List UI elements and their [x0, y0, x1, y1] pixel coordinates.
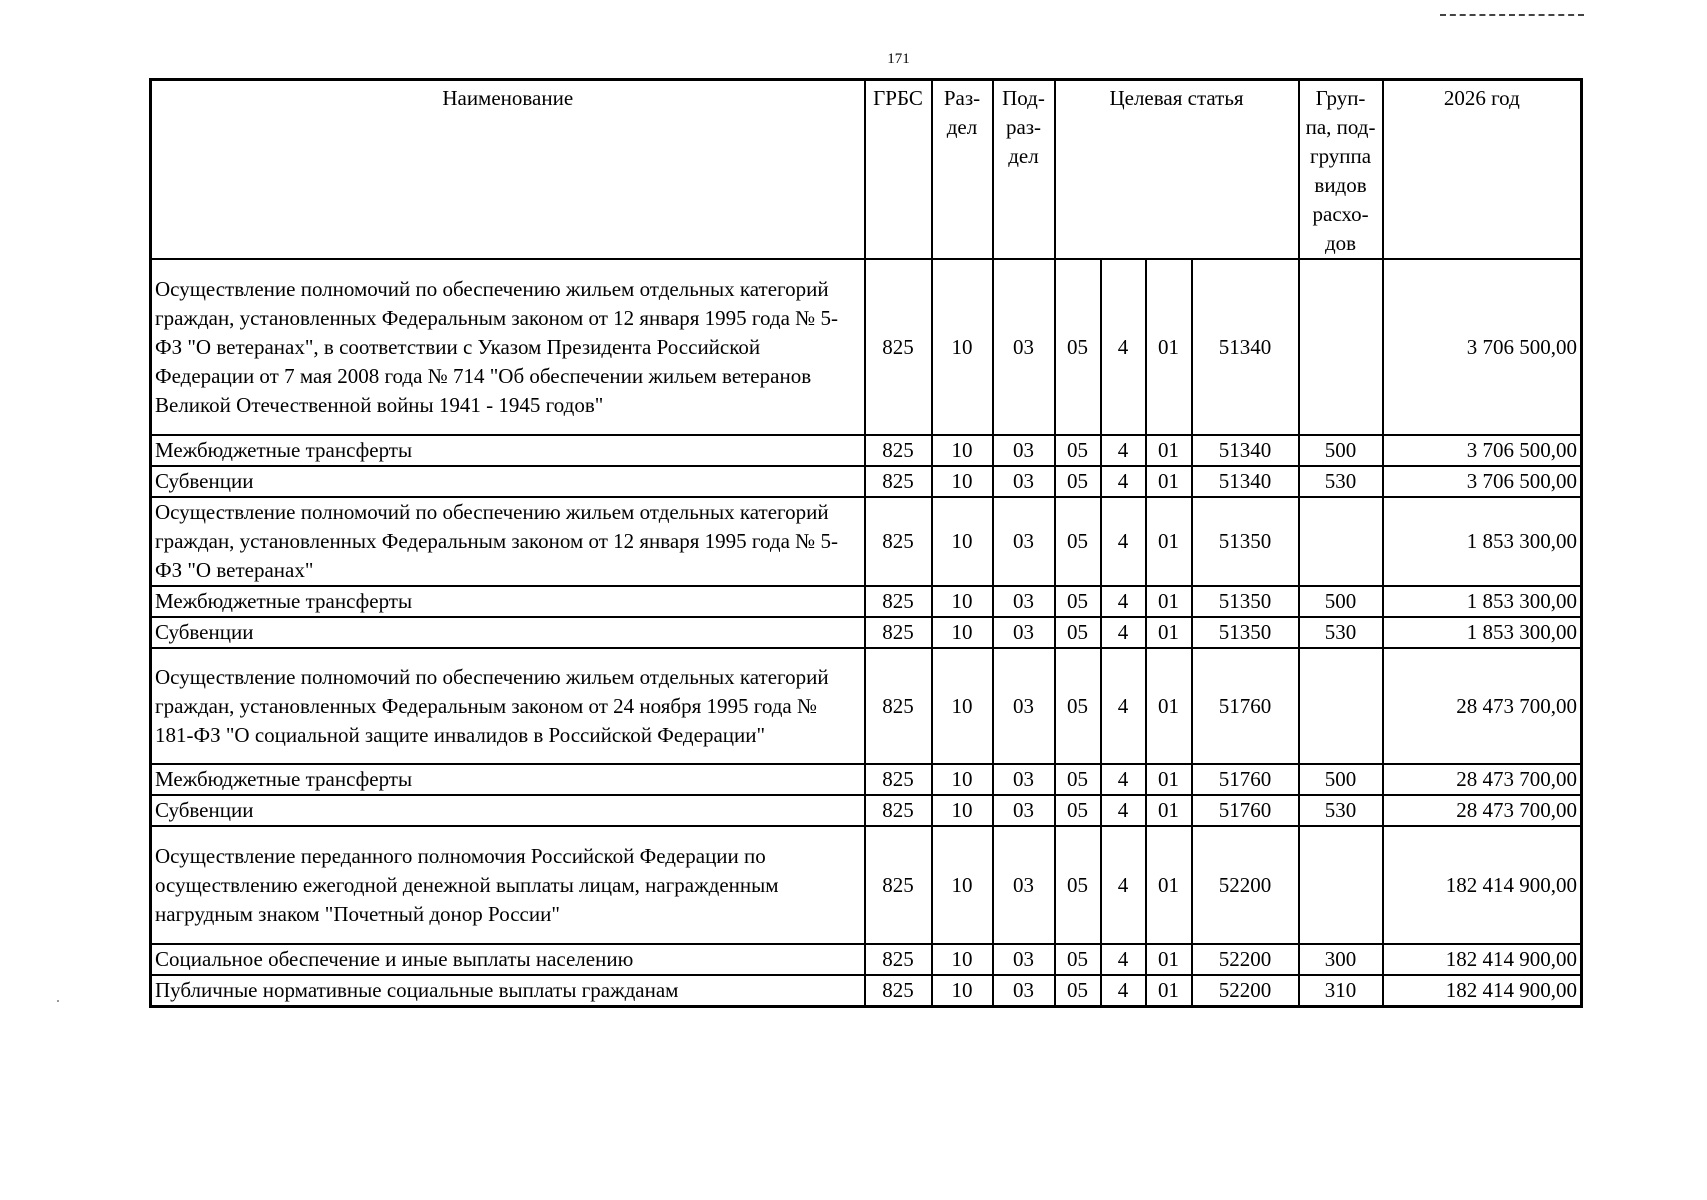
table-body — [151, 259, 1582, 1007]
row-grbs: 825 — [865, 795, 932, 826]
row-amount-2026: 1 853 300,00 — [1383, 617, 1582, 648]
row-name: Межбюджетные трансферты — [151, 586, 865, 617]
row-target-program: 05 — [1055, 944, 1101, 975]
header-grbs: ГРБС — [865, 80, 932, 260]
row-podrazdel: 03 — [993, 826, 1055, 944]
row-target-subprogram: 01 — [1146, 648, 1192, 764]
row-name: Публичные нормативные социальные выплаты гражданам — [151, 975, 865, 1007]
row-target-code: 51340 — [1192, 435, 1299, 466]
row-target-type: 4 — [1101, 648, 1146, 764]
row-target-subprogram: 01 — [1146, 586, 1192, 617]
row-target-program: 05 — [1055, 648, 1101, 764]
page-number: 171 — [887, 51, 910, 67]
row-razdel: 10 — [932, 259, 993, 435]
row-target-program: 05 — [1055, 795, 1101, 826]
row-target-program: 05 — [1055, 975, 1101, 1007]
row-target-program: 05 — [1055, 259, 1101, 435]
row-razdel: 10 — [932, 764, 993, 795]
row-expense-group: 530 — [1299, 466, 1383, 497]
row-target-type: 4 — [1101, 435, 1146, 466]
table-row — [151, 975, 1582, 1007]
row-target-type: 4 — [1101, 259, 1146, 435]
row-target-code: 51760 — [1192, 648, 1299, 764]
row-target-program: 05 — [1055, 466, 1101, 497]
row-razdel: 10 — [932, 975, 993, 1007]
row-expense-group: 530 — [1299, 617, 1383, 648]
row-razdel: 10 — [932, 795, 993, 826]
row-expense-group — [1299, 497, 1383, 586]
row-podrazdel: 03 — [993, 497, 1055, 586]
row-podrazdel: 03 — [993, 795, 1055, 826]
row-grbs: 825 — [865, 586, 932, 617]
row-name: Субвенции — [151, 466, 865, 497]
row-expense-group — [1299, 826, 1383, 944]
table-row — [151, 435, 1582, 466]
row-razdel: 10 — [932, 648, 993, 764]
row-expense-group: 500 — [1299, 586, 1383, 617]
row-amount-2026: 182 414 900,00 — [1383, 975, 1582, 1007]
row-razdel: 10 — [932, 466, 993, 497]
row-target-type: 4 — [1101, 944, 1146, 975]
row-target-subprogram: 01 — [1146, 826, 1192, 944]
row-target-subprogram: 01 — [1146, 497, 1192, 586]
row-target-type: 4 — [1101, 795, 1146, 826]
row-name: Осуществление полномочий по обеспечению жильем отдельных категорий граждан, установленных Федеральным законом от 12 января 1995 года № 5-ФЗ "О ветеранах", в соответствии с Указом Президента Российской Федерации от 7 мая 2008 года № 714 "Об обеспечении жильем ветеранов Великой Отечественной войны 1941 - 1945 годов" — [151, 259, 865, 435]
row-expense-group: 500 — [1299, 764, 1383, 795]
row-grbs: 825 — [865, 975, 932, 1007]
row-target-code: 51760 — [1192, 764, 1299, 795]
row-grbs: 825 — [865, 435, 932, 466]
row-expense-group — [1299, 648, 1383, 764]
row-name: Социальное обеспечение и иные выплаты населению — [151, 944, 865, 975]
row-target-code: 51350 — [1192, 586, 1299, 617]
row-target-code: 51760 — [1192, 795, 1299, 826]
row-target-code: 51350 — [1192, 497, 1299, 586]
row-name: Осуществление полномочий по обеспечению жильем отдельных категорий граждан, установленных Федеральным законом от 24 ноября 1995 года № 181-ФЗ "О социальной защите инвалидов в Российской Федерации" — [151, 648, 865, 764]
row-target-code: 52200 — [1192, 826, 1299, 944]
row-amount-2026: 3 706 500,00 — [1383, 435, 1582, 466]
row-target-type: 4 — [1101, 586, 1146, 617]
header-year-2026: 2026 год — [1383, 80, 1582, 260]
row-target-type: 4 — [1101, 466, 1146, 497]
row-expense-group: 500 — [1299, 435, 1383, 466]
row-target-code: 51340 — [1192, 259, 1299, 435]
row-target-subprogram: 01 — [1146, 975, 1192, 1007]
row-target-type: 4 — [1101, 975, 1146, 1007]
row-podrazdel: 03 — [993, 259, 1055, 435]
table-row — [151, 497, 1582, 586]
row-target-code: 51350 — [1192, 617, 1299, 648]
row-target-subprogram: 01 — [1146, 944, 1192, 975]
row-expense-group: 300 — [1299, 944, 1383, 975]
row-amount-2026: 182 414 900,00 — [1383, 826, 1582, 944]
row-expense-group: 530 — [1299, 795, 1383, 826]
row-razdel: 10 — [932, 435, 993, 466]
row-name: Осуществление переданного полномочия Российской Федерации по осуществлению ежегодной денежной выплаты лицам, награжденным нагрудным знаком "Почетный донор России" — [151, 826, 865, 944]
row-target-subprogram: 01 — [1146, 764, 1192, 795]
header-podrazdel: Под- раз- дел — [993, 80, 1055, 260]
table-row — [151, 259, 1582, 435]
row-target-type: 4 — [1101, 826, 1146, 944]
row-target-subprogram: 01 — [1146, 466, 1192, 497]
row-grbs: 825 — [865, 466, 932, 497]
table-row — [151, 466, 1582, 497]
row-podrazdel: 03 — [993, 586, 1055, 617]
row-grbs: 825 — [865, 497, 932, 586]
row-podrazdel: 03 — [993, 617, 1055, 648]
row-target-code: 51340 — [1192, 466, 1299, 497]
row-razdel: 10 — [932, 497, 993, 586]
row-grbs: 825 — [865, 944, 932, 975]
row-grbs: 825 — [865, 617, 932, 648]
row-name: Субвенции — [151, 795, 865, 826]
row-name: Субвенции — [151, 617, 865, 648]
header-expense-group: Груп- па, под- группа видов расхо- дов — [1299, 80, 1383, 260]
row-expense-group — [1299, 259, 1383, 435]
budget-table — [149, 78, 1583, 1008]
row-amount-2026: 182 414 900,00 — [1383, 944, 1582, 975]
row-razdel: 10 — [932, 586, 993, 617]
row-grbs: 825 — [865, 259, 932, 435]
row-podrazdel: 03 — [993, 764, 1055, 795]
table-row — [151, 944, 1582, 975]
row-target-type: 4 — [1101, 764, 1146, 795]
row-target-subprogram: 01 — [1146, 435, 1192, 466]
row-amount-2026: 28 473 700,00 — [1383, 795, 1582, 826]
row-target-program: 05 — [1055, 764, 1101, 795]
row-amount-2026: 28 473 700,00 — [1383, 764, 1582, 795]
row-target-program: 05 — [1055, 617, 1101, 648]
row-grbs: 825 — [865, 826, 932, 944]
row-podrazdel: 03 — [993, 648, 1055, 764]
row-razdel: 10 — [932, 826, 993, 944]
row-target-code: 52200 — [1192, 975, 1299, 1007]
row-razdel: 10 — [932, 944, 993, 975]
table-row — [151, 795, 1582, 826]
row-target-code: 52200 — [1192, 944, 1299, 975]
row-podrazdel: 03 — [993, 975, 1055, 1007]
header-name: Наименование — [151, 80, 865, 260]
header-target-article: Целевая статья — [1055, 80, 1299, 260]
row-target-subprogram: 01 — [1146, 617, 1192, 648]
row-amount-2026: 1 853 300,00 — [1383, 497, 1582, 586]
row-amount-2026: 28 473 700,00 — [1383, 648, 1582, 764]
row-name: Осуществление полномочий по обеспечению жильем отдельных категорий граждан, установленных Федеральным законом от 12 января 1995 года № 5-ФЗ "О ветеранах" — [151, 497, 865, 586]
table-row — [151, 586, 1582, 617]
row-name: Межбюджетные трансферты — [151, 764, 865, 795]
row-razdel: 10 — [932, 617, 993, 648]
row-podrazdel: 03 — [993, 435, 1055, 466]
header-row — [151, 80, 1582, 260]
header-razdel: Раз- дел — [932, 80, 993, 260]
row-grbs: 825 — [865, 764, 932, 795]
scan-speck — [57, 1000, 59, 1002]
row-grbs: 825 — [865, 648, 932, 764]
row-podrazdel: 03 — [993, 466, 1055, 497]
row-target-program: 05 — [1055, 497, 1101, 586]
row-amount-2026: 1 853 300,00 — [1383, 586, 1582, 617]
row-target-type: 4 — [1101, 617, 1146, 648]
table-row — [151, 617, 1582, 648]
row-podrazdel: 03 — [993, 944, 1055, 975]
scan-edge-marks — [1440, 14, 1584, 16]
row-target-subprogram: 01 — [1146, 259, 1192, 435]
row-expense-group: 310 — [1299, 975, 1383, 1007]
row-name: Межбюджетные трансферты — [151, 435, 865, 466]
row-amount-2026: 3 706 500,00 — [1383, 466, 1582, 497]
row-target-program: 05 — [1055, 826, 1101, 944]
row-target-subprogram: 01 — [1146, 795, 1192, 826]
table-row — [151, 764, 1582, 795]
table-row — [151, 826, 1582, 944]
row-target-type: 4 — [1101, 497, 1146, 586]
row-target-program: 05 — [1055, 435, 1101, 466]
table-row — [151, 648, 1582, 764]
row-target-program: 05 — [1055, 586, 1101, 617]
row-amount-2026: 3 706 500,00 — [1383, 259, 1582, 435]
